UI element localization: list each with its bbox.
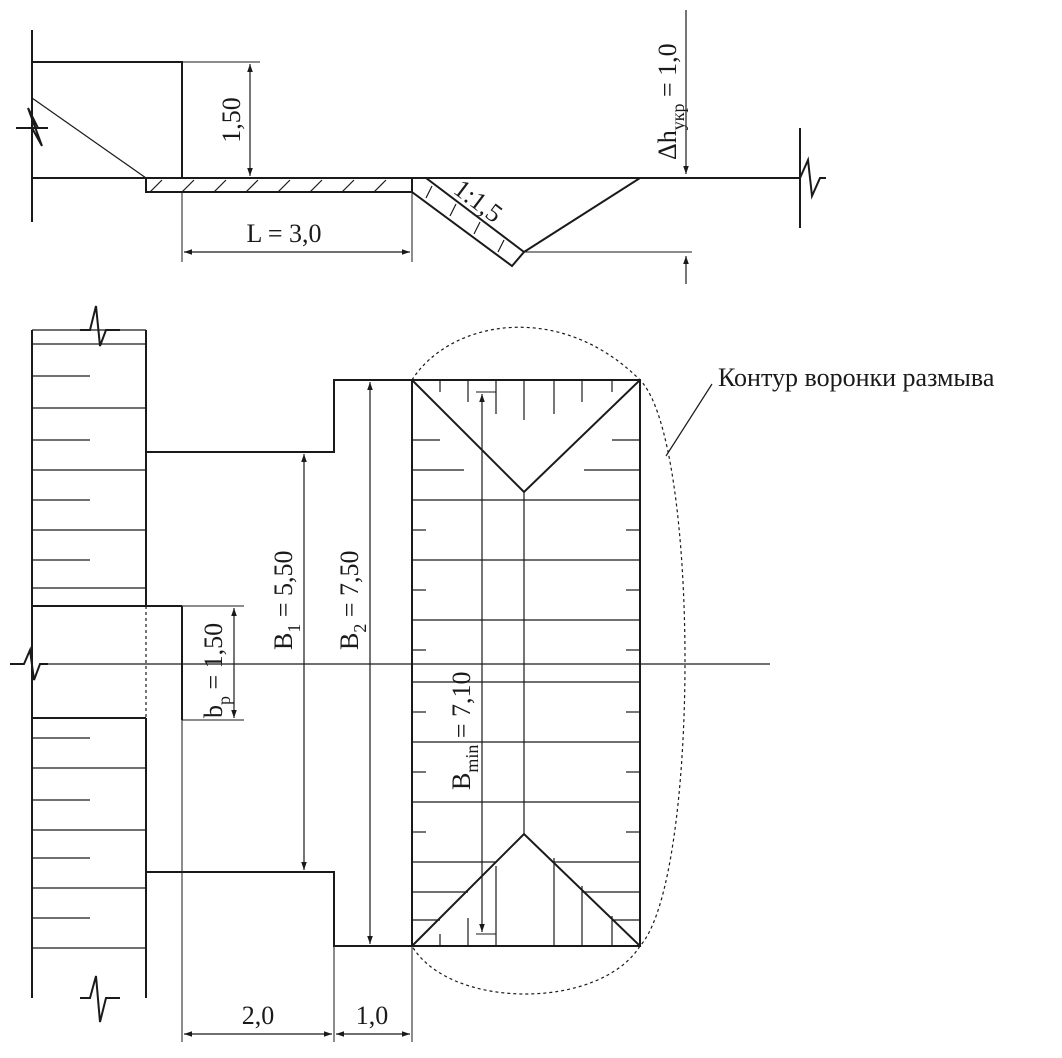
pit-upper-v — [412, 380, 640, 492]
plan-strip-hatching-lower — [32, 738, 146, 948]
plan-break-top-icon — [80, 306, 120, 346]
section-view — [16, 10, 826, 284]
scour-contour-leader — [666, 384, 712, 456]
section-apron — [146, 178, 412, 192]
apron-outline-lower — [146, 872, 412, 946]
dh-label: $\Delta h_{укр} = 1,0$ — [653, 43, 688, 160]
section-structure-outline — [32, 62, 182, 178]
pit-top-ticks — [440, 380, 612, 420]
plan-break-bottom-icon — [80, 976, 120, 1022]
plan-break-left-icon — [10, 650, 48, 680]
length-label: L = 3,0 — [246, 219, 322, 248]
b2-label: $B_2 = 7,50$ — [335, 550, 370, 650]
dim-1-label: 1,0 — [355, 1001, 389, 1030]
section-break-right-icon — [780, 160, 826, 196]
pit-lower-v — [412, 834, 640, 946]
section-slope-label: 1:1,5 — [448, 173, 508, 229]
scour-pit-outline — [412, 380, 640, 946]
section-pit-right-slope — [524, 178, 640, 252]
pit-bottom-ticks — [440, 858, 612, 946]
bmin-label: $B_{min} = 7,10$ — [447, 671, 482, 790]
dim-2-label: 2,0 — [241, 1001, 275, 1030]
plan-strip-hatching-upper — [32, 376, 146, 588]
height-label: 1,50 — [217, 97, 246, 143]
scour-contour-label: Контур воронки размыва — [718, 363, 995, 392]
section-wing-slope — [32, 98, 146, 178]
apron-outline-upper — [146, 380, 412, 452]
scour-contour — [412, 327, 685, 994]
bp-label: $b_р = 1,50$ — [199, 622, 234, 718]
section-apron-hatching — [150, 180, 386, 192]
b1-label: $B_1 = 5,50$ — [269, 550, 304, 650]
plan-view — [10, 306, 995, 1042]
